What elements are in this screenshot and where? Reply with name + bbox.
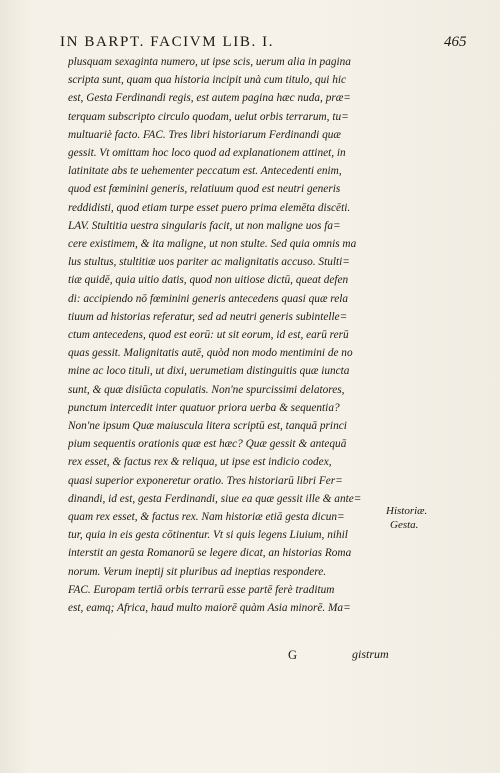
text-line: quas gessit. Malignitatis autē, quòd non modo mentimini de no	[68, 347, 353, 360]
text-line: pium sequentis orationis quæ est hæc? Quæ gessit & antequā	[68, 438, 347, 451]
text-line: gessit. Vt omittam hoc loco quod ad explanationem attinet, in	[68, 147, 346, 160]
text-line: interstit an gesta Romanorū se legere dicat, an historias Roma	[68, 547, 352, 560]
text-line: quod est fœminini generis, relatiuum quod est neutri generis	[68, 183, 341, 196]
text-line: rex esset, & factus rex & reliqua, ut ipse est indicio codex,	[68, 456, 332, 469]
text-line: di: accipiendo nō fœminini generis antecedens quasi quæ rela	[68, 292, 349, 305]
text-line: multuariè facto. FAC. Tres libri historiarum Ferdinandi quæ	[68, 128, 341, 141]
signature-mark: G	[288, 648, 298, 662]
catchword: gistrum	[352, 647, 389, 661]
text-line: Non'ne ipsum Quæ maiuscula litera scriptū est, tanquā princi	[68, 420, 347, 433]
text-line: tiæ quidē, quia uitio datis, quod non uitiose dictū, queat defen	[68, 274, 349, 287]
text-line: tur, quia in eis gesta cōtinentur. Vt si quis legens Liuium, nihil	[68, 529, 348, 542]
text-line: est, Gesta Ferdinandi regis, est autem pagina hæc nuda, præ=	[68, 92, 351, 105]
text-line: quam rex esset, & factus rex. Nam historiæ etiā gesta dicun=	[68, 511, 345, 524]
main-text-block	[68, 53, 380, 617]
text-line: sunt, & quæ disiūcta copulatis. Non'ne spurcissimi delatores,	[68, 383, 345, 396]
text-line: FAC. Europam tertiā orbis terrarū esse partē ferè traditum	[68, 583, 335, 596]
page-number: 465	[444, 34, 467, 50]
text-line: est, eamq; Africa, haud multo maiorē quàm Asia minorē. Ma=	[68, 602, 351, 615]
text-line: punctum intercedit inter quatuor priora uerba & sequentia?	[68, 401, 340, 414]
text-line: norum. Verum ineptij sit pluribus ad ineptias respondere.	[68, 565, 327, 578]
text-line: lus stultus, stultitiæ uos pariter ac malignitatis accuso. Stulti=	[68, 256, 350, 269]
text-line: cere existimem, & ita maligne, ut non stulte. Sed quia omnis ma	[68, 238, 357, 251]
text-line: scripta sunt, quam qua historia incipit unà cum titulo, qui hic	[68, 74, 347, 87]
text-line: quasi superior exponeretur oratio. Tres historiarū libri Fer=	[68, 474, 343, 487]
text-line: mine ac loco tituli, ut dixi, uerumetiam distinguitis quæ iuncta	[68, 365, 350, 378]
text-line: LAV. Stultitia uestra singularis facit, ut non maligne uos fa=	[68, 219, 341, 232]
text-line: tiuum ad historias referatur, sed ad neutri generis subintelle=	[68, 310, 348, 323]
text-line: latinitate abs te uehementer peccatum est. Antecedenti enim,	[68, 165, 342, 178]
running-title: IN BARPT. FACIVM LIB. I.	[60, 34, 275, 50]
text-line: dinandi, id est, gesta Ferdinandi, siue ea quæ gessit ille & ante=	[68, 492, 362, 505]
text-line: terquam subscripto circulo quodam, uelut orbis terrarum, tu=	[68, 110, 349, 123]
text-line: ctum antecedens, quod est eorū: ut sit eorum, id est, earū rerū	[68, 329, 349, 342]
marginal-note-historiae: Historiæ.	[386, 505, 428, 517]
marginal-note-gesta: Gesta.	[390, 519, 419, 531]
text-line: reddidisti, quod etiam turpe esset puero prima elemēta discēti.	[68, 201, 351, 214]
text-line: plusquam sexaginta numero, ut ipse scis, uerum alia in pagina	[68, 56, 351, 68]
